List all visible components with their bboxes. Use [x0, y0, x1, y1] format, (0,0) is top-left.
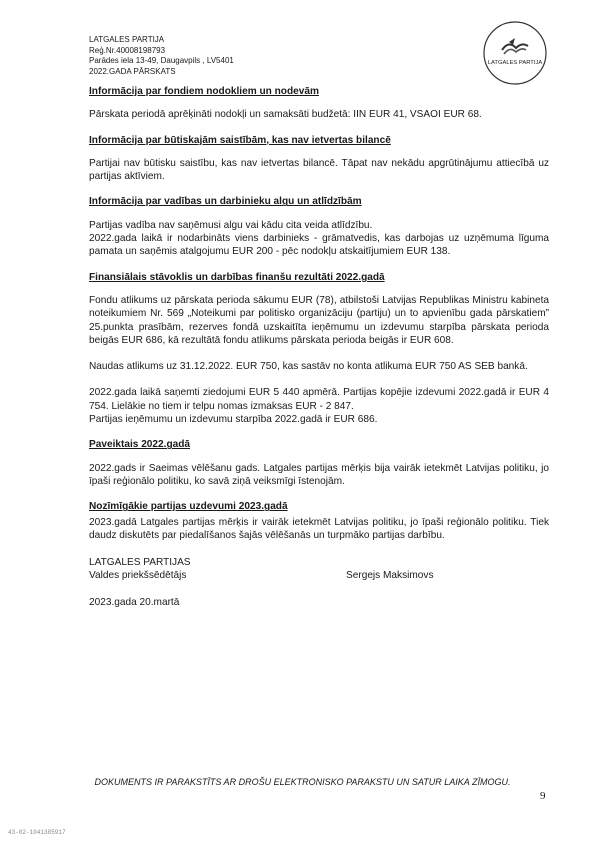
section-financial-text-2: Naudas atlikums uz 31.12.2022. EUR 750, kas sastāv no konta atlikuma EUR 750 AS SEB bankā.	[89, 361, 528, 373]
page-number: 9	[540, 790, 546, 802]
section-financial-text-3: 2022.gada laikā saņemti ziedojumi EUR 5 440 apmērā. Partijas kopējie izdevumi 2022.gadā ir EUR 4 754. Lielākie no tiem ir telpu nomas izmaksas EUR - 2 847.	[89, 387, 549, 412]
signature-name: Sergejs Maksimovs	[346, 570, 434, 582]
signature-date: 2023.gada 20.martā	[89, 596, 180, 608]
party-logo	[482, 20, 548, 86]
logo-text: LATGALES PARTIJA	[487, 60, 543, 66]
signature-title: Valdes priekšsēdētājs	[89, 570, 187, 582]
section-financial-heading: Finansiālais stāvoklis un darbības finanšu rezultāti 2022.gadā	[89, 271, 385, 283]
header-org: LATGALES PARTIJA	[89, 35, 165, 44]
header-reg-number: Reģ.Nr.40008198793	[89, 45, 166, 55]
section-tasks-heading: Nozīmīgākie partijas uzdevumi 2023.gadā	[89, 501, 288, 513]
party-logo-icon	[482, 20, 548, 86]
section-salaries-text-1: Partijas vadība nav saņēmusi algu vai kādu cita veida atlīdzību.	[89, 219, 373, 231]
section-liabilities-text: Partijai nav būtisku saistību, kas nav ietvertas bilancē. Tāpat nav nekādu apgrūtinājumu attiecībā uz partijas aktīviem.	[89, 157, 549, 183]
section-liabilities-heading: Informācija par būtiskajām saistībām, kas nav ietvertas bilancē	[89, 134, 391, 146]
section-financial-text-1: Fondu atlikums uz pārskata perioda sākumu EUR (78), atbilstoši Latvijas Republikas Ministru kabineta noteikumiem Nr. 569 „Noteikumi par politisko organizāciju (partiju) un to apvienību gada pārskatiem” 25.punkta prasībām, rezerves fondā uzskaitīta ieņēmumu un izdevumu starpība pārskata perioda beigās EUR 686, kā rezultātā fondu atlikums pārskata perioda beigās ir EUR 608.	[89, 294, 549, 346]
section-taxes-heading: Informācija par fondiem nodokliem un nodevām	[89, 86, 319, 97]
section-salaries-heading: Informācija par vadības un darbinieku algu un atlīdzībām	[89, 196, 362, 208]
header-report-title: 2022.GADA PĀRSKATS	[89, 66, 176, 76]
section-financial-text-4: Partijas ieņēmumu un izdevumu starpība 2022.gadā ir EUR 686.	[89, 414, 378, 426]
section-achievements-text: 2022.gads ir Saeimas vēlēšanu gads. Latgales partijas mērķis bija vairāk ietekmēt Latvijas politiku, jo īpaši reģionālo politiku, ko savā ziņā veiksmīgi īstenojām.	[89, 462, 549, 487]
section-taxes-text: Pārskata periodā aprēķināti nodokļi un samaksāti budžetā: IIN EUR 41, VSAOI EUR 68.	[89, 109, 482, 121]
section-achievements-heading: Paveiktais 2022.gadā	[89, 439, 191, 451]
document-body	[89, 85, 549, 609]
section-tasks-text: 2023.gadā Latgales partijas mērķis ir vairāk ietekmēt Latvijas politiku, jo īpaši reģionālo politiku. Tiek daudz diskutēts par piedalīšanos šajās vēlēšanās un turpmāko partijas darbību.	[89, 516, 549, 541]
document-header	[89, 35, 234, 77]
signature-org: LATGALES PARTIJAS	[89, 557, 191, 569]
header-address: Parādes iela 13-49, Daugavpils , LV5401	[89, 56, 234, 66]
signature-block	[89, 556, 549, 609]
section-salaries-text-2: 2022.gada laikā ir nodarbināts viens darbinieks - grāmatvedis, kas darbojas uz uzņēmuma līguma pamata un saņēmis atalgojumu EUR 200 - pēc nodokļu atskaitījumiem EUR 138.	[89, 233, 549, 258]
document-stamp-id: 43-02-1041385917	[8, 829, 66, 836]
e-signature-notice: DOKUMENTS IR PARAKSTĪTS AR DROŠU ELEKTRONISKO PARAKSTU UN SATUR LAIKA ZĪMOGU.	[94, 777, 511, 787]
